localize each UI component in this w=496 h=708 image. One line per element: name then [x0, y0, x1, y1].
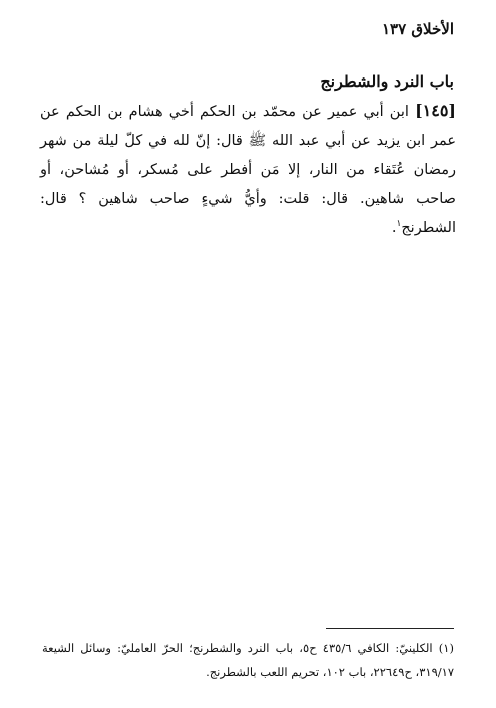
hadith-end-punctuation: . — [391, 220, 397, 236]
footnotes — [42, 636, 454, 684]
footnote-item: (١) الكلينيّ: الكافي ٤٣٥/٦ ح٥، باب النرد والشطرنج؛ الحرّ العامليّ: وسائل الشيعة ٣١٩/١٧، ح٢٢٦٤٩، باب ١٠٢، تحريم اللعب بالشطرنج. — [42, 641, 454, 679]
footnote-marker: ١ — [396, 219, 402, 230]
page-number: ١٣٧ — [382, 20, 407, 38]
footnote-divider — [326, 628, 454, 629]
book-title: الأخلاق — [411, 20, 454, 38]
hadith-paragraph — [40, 96, 456, 243]
hadith-text: ابن أبي عمير عن محمّد بن الحكم أخي هشام بن الحكم عن عمر ابن يزيد عن أبي عبد الله ﷺ قال: إنّ لله في كلّ ليلة من شهر رمضان عُتَقاء من النار، إلا مَن أفطر على مُسكر، أو مُشاحن، أو صاحب شاهين. قال: قلت: وأيُّ شيءٍ صاحب شاهين ؟ قال: الشطرنج — [40, 104, 456, 236]
chapter-title: باب النرد والشطرنج — [320, 72, 454, 91]
hadith-number: [١٤٥] — [415, 101, 456, 120]
running-header — [382, 20, 454, 38]
